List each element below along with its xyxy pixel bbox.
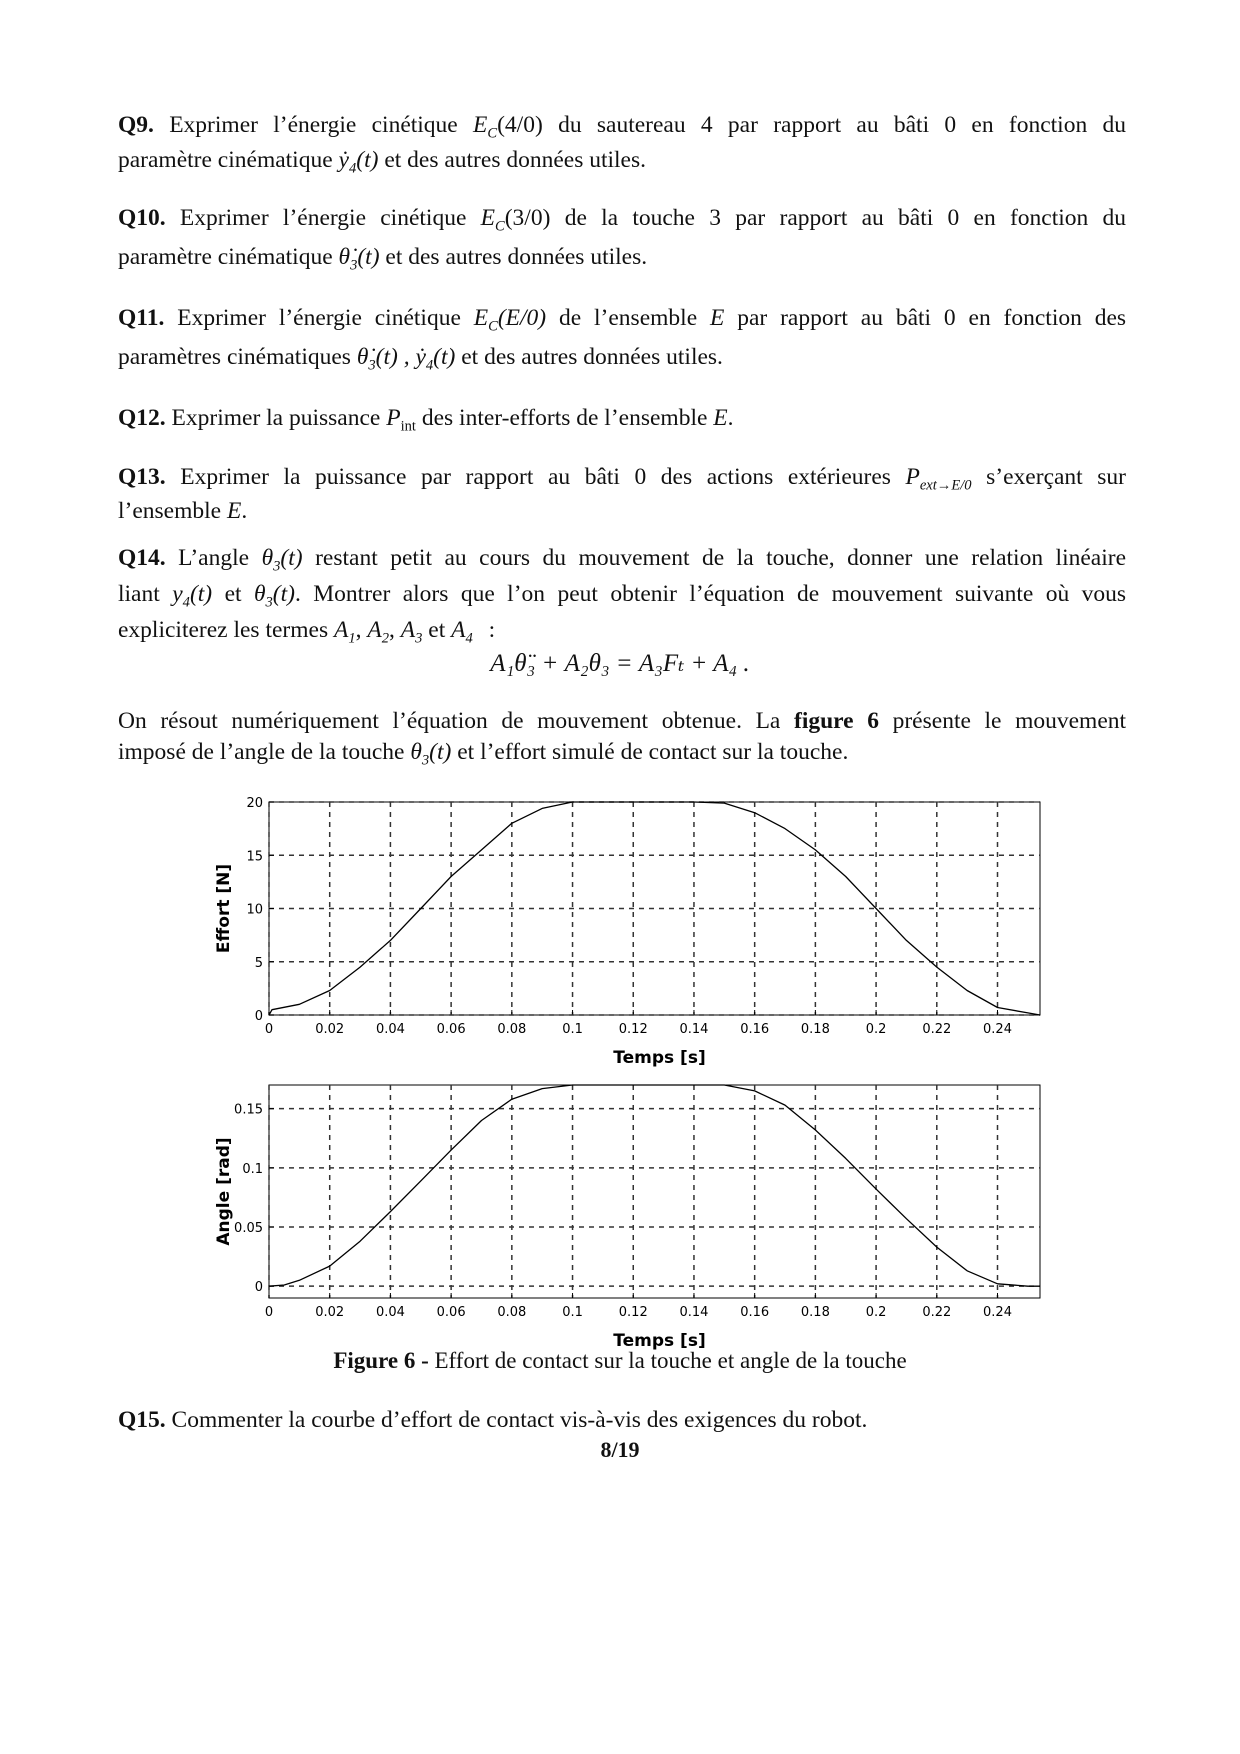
- question-text: et: [224, 581, 242, 607]
- x-tick-label: 0.22: [922, 1305, 952, 1320]
- question-text: L’angle: [178, 545, 250, 571]
- y-tick-label: 15: [246, 849, 263, 865]
- effort-chart: [0, 790, 1240, 1080]
- x-tick-label: 0.14: [679, 1022, 709, 1037]
- intro-paragraph: [118, 704, 1126, 738]
- caption-label: Figure 6 -: [333, 1348, 429, 1373]
- question-text: Commenter la courbe d’effort de contact vis-à-vis des exigences du robot.: [171, 1407, 868, 1433]
- math: ẏ$_4$(t): [415, 344, 456, 374]
- math: $E_C(4/0)$: [473, 112, 543, 142]
- question-number: Q14.: [118, 545, 166, 571]
- math: $E_C(E/0)$: [473, 305, 547, 335]
- x-tick-label: 0.02: [315, 1305, 345, 1320]
- y-tick-label: 5: [254, 955, 263, 971]
- x-tick-label: 0.18: [800, 1305, 830, 1320]
- intro-paragraph-line2: [118, 735, 1126, 778]
- intro-text: présente le mouvement: [892, 708, 1127, 734]
- math: E: [713, 405, 728, 431]
- math: $\theta_3(t)$: [253, 581, 295, 611]
- intro-text: et l’effort simulé de contact sur la touche.: [457, 739, 849, 765]
- question-text: :: [488, 617, 496, 643]
- x-tick-label: 0.24: [983, 1022, 1012, 1037]
- question-text: expliciterez les termes: [118, 617, 329, 643]
- question-text: s’exerçant sur: [986, 464, 1126, 490]
- question-text: et des autres données utiles.: [385, 244, 648, 270]
- y-axis-title: Angle [rad]: [214, 1137, 234, 1246]
- x-tick-label: 0.22: [922, 1022, 952, 1037]
- intro-text: On résout numériquement l’équation de mouvement obtenue. La: [118, 708, 781, 734]
- math: $\theta_3(t)$: [410, 739, 452, 769]
- question-text: de la touche 3 par rapport au bâti 0 en fonction du: [564, 205, 1127, 231]
- question-text: restant petit au cours du mouvement de la touche, donner une relation linéaire: [315, 545, 1127, 571]
- math: $y_4(t)$: [172, 581, 213, 611]
- x-tick-label: 0.1: [562, 1022, 583, 1037]
- x-tick-label: 0.06: [436, 1022, 466, 1037]
- question-q11-line2: [118, 337, 1126, 386]
- x-tick-label: 0.2: [865, 1305, 887, 1320]
- question-text: Exprimer l’énergie cinétique: [179, 205, 467, 231]
- question-text: des inter-efforts de l’ensemble: [421, 405, 708, 431]
- question-q9-line2: [118, 140, 1126, 189]
- motion-equation: A₁θ̈₃ + A₂θ₃ = A₃Fₜ + A₄ .: [490, 650, 750, 677]
- y-axis-title: Effort [N]: [214, 863, 234, 954]
- x-tick-label: 0.1: [562, 1305, 583, 1320]
- angle-chart: [0, 1073, 1240, 1363]
- page-number: 8/19: [600, 1437, 640, 1462]
- question-text: .: [241, 498, 248, 524]
- plot-area: [269, 802, 1040, 1015]
- math: $A_3$: [400, 617, 423, 647]
- x-tick-label: 0: [264, 1022, 274, 1037]
- question-text: . Montrer alors que l’on peut obtenir l’équation de mouvement suivante où vous: [294, 581, 1127, 607]
- intro-text: imposé de l’angle de la touche: [118, 739, 405, 765]
- x-tick-label: 0.12: [618, 1022, 648, 1037]
- question-q12: [118, 398, 1126, 447]
- question-text: du sautereau 4 par rapport au bâti 0 en fonction du: [558, 112, 1127, 138]
- x-tick-label: 0.14: [679, 1305, 709, 1320]
- x-tick-label: 0.16: [740, 1022, 770, 1037]
- math: $E_C(3/0)$: [480, 205, 551, 235]
- math: $A_2$: [367, 617, 389, 647]
- question-text: l’ensemble: [118, 498, 222, 524]
- x-tick-label: 0.18: [800, 1022, 830, 1037]
- question-text: Exprimer l’énergie cinétique: [169, 112, 458, 138]
- math: $\thetȧ_3(t)$ ,: [356, 344, 410, 374]
- math: E: [226, 498, 242, 524]
- question-text: Exprimer la puissance: [171, 405, 381, 431]
- y-tick-label: 0: [254, 1280, 263, 1296]
- question-text: et des autres données utiles.: [461, 344, 723, 370]
- y-tick-label: 0: [254, 1009, 263, 1024]
- question-number: Q10.: [118, 205, 166, 231]
- question-q13-line2: [118, 491, 1126, 531]
- y-tick-label: 20: [246, 796, 263, 811]
- question-text: de l’ensemble: [558, 305, 698, 331]
- question-text: paramètres cinématiques: [118, 344, 351, 370]
- x-tick-label: 0.02: [315, 1022, 345, 1037]
- math: $P_{ext\to E/0}$: [905, 464, 972, 494]
- y-tick-label: 0.1: [242, 1161, 263, 1177]
- math: $P_{int}$: [386, 405, 416, 435]
- x-tick-label: 0: [264, 1305, 274, 1320]
- x-tick-label: 0.08: [497, 1305, 527, 1320]
- question-text: paramètre cinématique: [118, 147, 333, 173]
- question-number: Q11.: [118, 305, 165, 331]
- math: E: [709, 305, 725, 331]
- question-text: Exprimer l’énergie cinétique: [177, 305, 461, 331]
- x-tick-label: 0.08: [497, 1022, 527, 1037]
- question-text: Exprimer la puissance par rapport au bâti 0 des actions extérieures: [180, 464, 891, 490]
- math: $A_1$: [333, 617, 356, 647]
- y-tick-label: 10: [246, 902, 263, 918]
- x-tick-label: 0.04: [375, 1305, 405, 1320]
- x-tick-label: 0.06: [436, 1305, 466, 1320]
- math: $\thetȧ_3(t)$: [338, 244, 380, 274]
- question-text: paramètre cinématique: [118, 244, 333, 270]
- x-tick-label: 0.2: [865, 1022, 887, 1037]
- question-q15: [118, 1400, 1126, 1440]
- figure-reference: figure 6: [794, 708, 879, 734]
- question-number: Q12.: [118, 405, 166, 431]
- x-tick-label: 0.24: [983, 1305, 1012, 1320]
- question-text: et: [428, 617, 446, 643]
- math: $A_4$: [451, 617, 473, 647]
- x-axis-title: Temps [s]: [613, 1048, 706, 1068]
- math: ẏ$_4$(t): [338, 147, 379, 177]
- x-tick-label: 0.16: [740, 1305, 770, 1320]
- question-text: .: [727, 405, 734, 431]
- question-text: liant: [118, 581, 160, 607]
- x-axis-title: Temps [s]: [613, 1331, 706, 1351]
- y-tick-label: 0.05: [234, 1221, 263, 1236]
- caption-text: Effort de contact sur la touche et angle de la touche: [434, 1348, 907, 1373]
- plot-area: [269, 1085, 1040, 1298]
- x-tick-label: 0.12: [618, 1305, 648, 1320]
- y-tick-label: 0.15: [234, 1102, 263, 1118]
- x-tick-label: 0.04: [375, 1022, 405, 1037]
- figure-caption: [0, 1348, 1240, 1374]
- question-number: Q9.: [118, 112, 154, 138]
- question-text: et des autres données utiles.: [384, 147, 647, 173]
- math: $\theta_3(t)$: [261, 545, 303, 575]
- question-number: Q13.: [118, 464, 166, 490]
- question-number: Q15.: [118, 1407, 166, 1433]
- question-text: par rapport au bâti 0 en fonction des: [737, 305, 1127, 331]
- question-q14-line3: expliciterez les termes $A_1$, $A_2$, $A_3$ et $A_4$ :: [118, 617, 496, 647]
- question-q10-line2: [118, 237, 1126, 286]
